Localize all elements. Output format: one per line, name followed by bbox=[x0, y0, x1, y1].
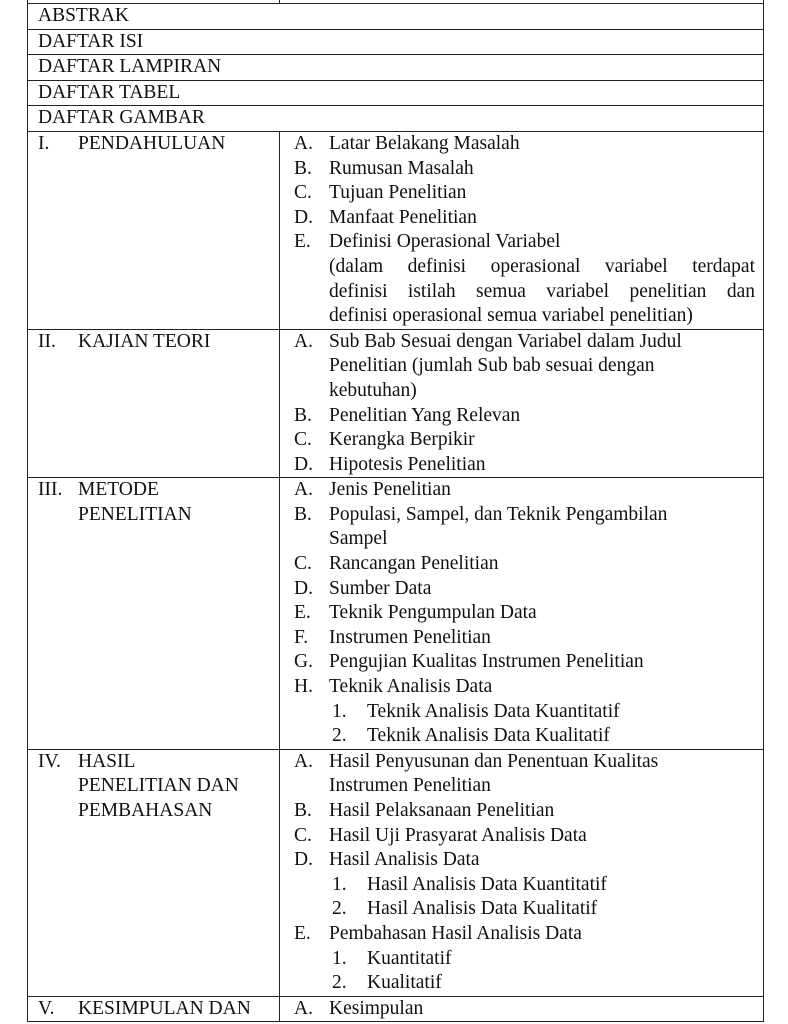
subsection-item: F. Instrumen Penelitian bbox=[294, 626, 491, 648]
subsection-item: A. Sub Bab Sesuai dengan Variabel dalam Judul Penelitian (jumlah Sub bab sesuai dengan kebutuhan) bbox=[294, 330, 682, 401]
chapter-row-i bbox=[28, 131, 764, 329]
chapter-title: KESIMPULAN DAN bbox=[78, 997, 251, 1019]
sub-subsection-item: 2. Hasil Analisis Data Kualitatif bbox=[332, 898, 598, 920]
chapter-subsections bbox=[280, 329, 764, 478]
sub-subsection-item: 2. Teknik Analisis Data Kualitatif bbox=[332, 725, 610, 747]
front-matter-row bbox=[28, 80, 764, 106]
chapter-title-cell bbox=[28, 478, 280, 750]
chapter-subsections bbox=[280, 478, 764, 750]
subsection-item: B. Rumusan Masalah bbox=[294, 157, 474, 179]
sub-subsection-item: 1. Hasil Analisis Data Kuantitatif bbox=[332, 873, 607, 895]
front-matter-daftar-isi: DAFTAR ISI bbox=[28, 29, 764, 55]
subsection-note: (dalam definisi operasional variabel terdapat definisi istilah semua variabel penelitian dan definisi operasional semua variabel penelitian) bbox=[329, 255, 755, 327]
subsection-item: D. Hasil Analisis Data bbox=[294, 849, 480, 871]
subsection-item: A. Kesimpulan bbox=[294, 997, 424, 1019]
chapter-number: V. bbox=[38, 997, 55, 1019]
subsection-item: D. Sumber Data bbox=[294, 577, 432, 599]
subsection-item: E. Teknik Pengumpulan Data bbox=[294, 602, 537, 624]
subsection-item: A. Hasil Penyusunan dan Penentuan Kualitas Instrumen Penelitian bbox=[294, 750, 659, 797]
chapter-row-ii bbox=[28, 329, 764, 478]
front-matter-daftar-lampiran: DAFTAR LAMPIRAN bbox=[28, 55, 764, 81]
outline-table bbox=[27, 0, 764, 1022]
chapter-number: II. bbox=[38, 330, 56, 352]
chapter-subsections bbox=[280, 749, 764, 996]
sub-subsection-item: 1. Teknik Analisis Data Kuantitatif bbox=[332, 700, 620, 722]
subsection-item: E. Definisi Operasional Variabel bbox=[294, 231, 561, 253]
chapter-row-v bbox=[28, 996, 764, 1022]
front-matter-daftar-tabel: DAFTAR TABEL bbox=[28, 80, 764, 106]
front-matter-row bbox=[28, 55, 764, 81]
chapter-row-iii bbox=[28, 478, 764, 750]
subsection-item: C. Tujuan Penelitian bbox=[294, 182, 467, 204]
chapter-title: KAJIAN TEORI bbox=[78, 330, 211, 352]
chapter-title-cell bbox=[28, 329, 280, 478]
subsection-item: B. Populasi, Sampel, dan Teknik Pengambilan Sampel bbox=[294, 503, 668, 550]
chapter-title: HASIL PENELITIAN DAN PEMBAHASAN bbox=[78, 750, 239, 821]
subsection-item: D. Manfaat Penelitian bbox=[294, 206, 477, 228]
front-matter-daftar-gambar: DAFTAR GAMBAR bbox=[28, 106, 764, 132]
subsection-item: C. Kerangka Berpikir bbox=[294, 429, 475, 451]
chapter-subsections bbox=[280, 996, 764, 1022]
chapter-row-iv bbox=[28, 749, 764, 996]
subsection-item: C. Hasil Uji Prasyarat Analisis Data bbox=[294, 824, 587, 846]
chapter-title: PENDAHULUAN bbox=[78, 132, 226, 154]
subsection-item: C. Rancangan Penelitian bbox=[294, 553, 499, 575]
sub-subsection-item: 1. Kuantitatif bbox=[332, 947, 452, 969]
chapter-title-cell bbox=[28, 749, 280, 996]
subsection-item: D. Hipotesis Penelitian bbox=[294, 453, 486, 475]
subsection-item: B. Penelitian Yang Relevan bbox=[294, 404, 521, 426]
subsection-item: A. Jenis Penelitian bbox=[294, 479, 451, 501]
chapter-title: METODE PENELITIAN bbox=[78, 479, 192, 525]
front-matter-row bbox=[28, 29, 764, 55]
chapter-title-cell bbox=[28, 996, 280, 1022]
subsection-item: A. Latar Belakang Masalah bbox=[294, 132, 520, 154]
chapter-number: III. bbox=[38, 479, 63, 501]
chapter-number: IV. bbox=[38, 750, 61, 772]
sub-subsection-item: 2. Kualitatif bbox=[332, 972, 442, 994]
chapter-number: I. bbox=[38, 132, 50, 154]
subsection-item: E. Pembahasan Hasil Analisis Data bbox=[294, 922, 582, 944]
front-matter-row bbox=[28, 106, 764, 132]
subsection-item: B. Hasil Pelaksanaan Penelitian bbox=[294, 800, 555, 821]
front-matter-abstrak: ABSTRAK bbox=[28, 4, 764, 30]
chapter-subsections bbox=[280, 131, 764, 329]
subsection-item: G. Pengujian Kualitas Instrumen Penelitian bbox=[294, 651, 644, 673]
subsection-item: H. Teknik Analisis Data bbox=[294, 676, 493, 698]
chapter-title-cell bbox=[28, 131, 280, 329]
front-matter-row bbox=[28, 4, 764, 30]
